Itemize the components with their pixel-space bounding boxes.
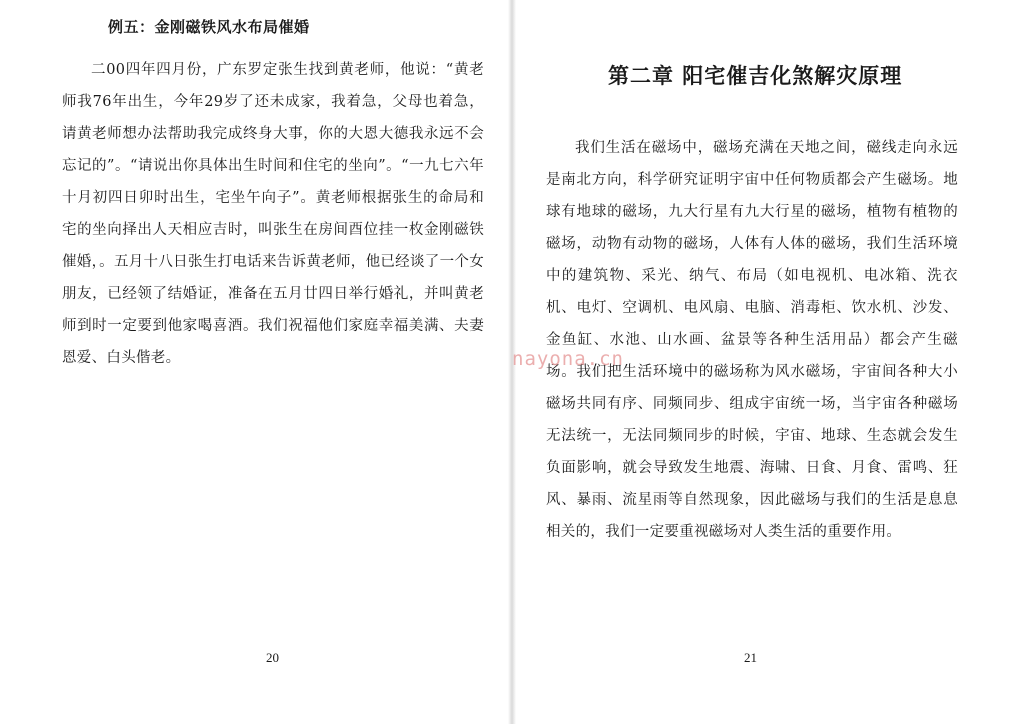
left-paragraph: 二00四年四月份，广东罗定张生找到黄老师，他说：“黄老师我76年出生，今年29岁了还未成家，我着急，父母也着急，请黄老师想办法帮助我完成终身大事，你的大恩大德我永远不会忘记的”。“请说出你具体出生时间和住宅的坐向”。“一九七六年十月初四日卯时出生，宅坐午向子”。黄老师根据张生的命局和宅的坐向择出人天相应吉时，叫张生在房间酉位挂一枚金刚磁铁催婚，。五月十八日张生打电话来告诉黄老师，他已经谈了一个女朋友，已经领了结婚证，准备在五月廿四日举行婚礼，并叫黄老师到时一定要到他家喝喜酒。我们祝福他们家庭幸福美满、夫妻恩爱、白头偕老。 [62, 62, 484, 366]
page-number-right: 21 [744, 650, 757, 665]
right-paragraph: 我们生活在磁场中，磁场充满在天地之间，磁线走向永远是南北方向，科学研究证明宇宙中任何物质都会产生磁场。地球有地球的磁场，九大行星有九大行星的磁场，植物有植物的磁场，动物有动物的磁场，人体有人体的磁场，我们生活环境中的建筑物、采光、纳气、布局（如电视机、电冰箱、洗衣机、电灯、空调机、电风扇、电脑、消毒柜、饮水机、沙发、金鱼缸、水池、山水画、盆景等各种生活用品）都会产生磁场。我们把生活环境中的磁场称为风水磁场，宇宙间各种大小磁场共同有序、同频同步、组成宇宙统一场，当宇宙各种磁场无法统一，无法同频同步的时候，宇宙、地球、生态就会发生负面影响，就会导致发生地震、海啸、日食、月食、雷鸣、狂风、暴雨、流星雨等自然现象，因此磁场与我们的生活是息息相关的，我们一定要重视磁场对人类生活的重要作用。 [546, 140, 958, 540]
example-title: 例五：金刚磁铁风水布局催婚 [108, 18, 310, 36]
chapter-title: 第二章 阳宅催吉化煞解灾原理 [608, 63, 903, 88]
page-number-left: 20 [266, 650, 279, 665]
left-body-text [62, 54, 484, 374]
right-body-text [546, 132, 958, 548]
watermark-text: nayona.cn [512, 348, 624, 370]
